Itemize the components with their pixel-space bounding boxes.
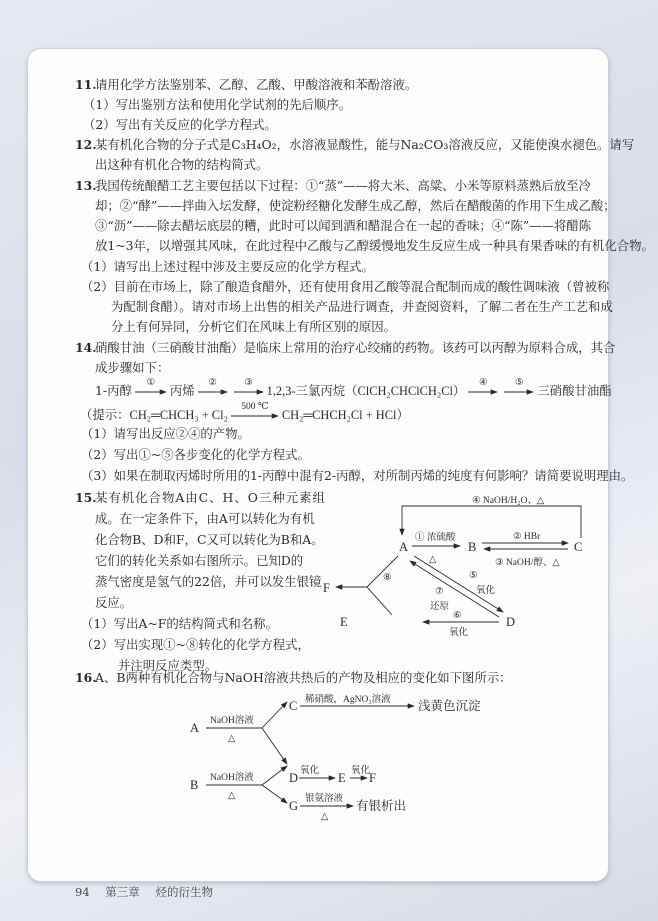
- scheme-nitroglycerin: 三硝酸甘油酯: [537, 383, 612, 398]
- reaction-4: ④ NaOH/H₂O、△: [472, 496, 545, 506]
- reaction-7-type: 还原: [430, 602, 450, 612]
- node-A: A: [190, 721, 200, 735]
- q15-line: 化合物B、D和F，C又可以转化为B和A。: [95, 532, 324, 547]
- q14-line: 硝酸甘油（三硝酸甘油酯）是临床上常用的治疗心绞痛的药物。该药可以丙醇为原料合成，其合: [95, 340, 616, 355]
- q14-sub2: （2）写出①~⑤各步变化的化学方程式。: [81, 447, 310, 462]
- q15-line: 成。在一定条件下，由A可以转化为有机: [95, 511, 315, 526]
- q11-sub1: （1）写出鉴别方法和使用化学试剂的先后顺序。: [83, 97, 352, 112]
- q13-sub2: 为配制食醋）。请对市场上出售的相关产品进行调查，并查阅资料，了解二者在生产工艺和成: [111, 299, 613, 314]
- node-C: C: [289, 699, 298, 713]
- heat-label-a: △: [228, 734, 236, 744]
- reaction-1: ① 浓硫酸: [415, 533, 456, 543]
- oxidation-label: 氧化: [351, 766, 371, 776]
- naoh-label-a: NaOH溶液: [210, 716, 254, 726]
- step-5-label: ⑤: [515, 378, 524, 388]
- step-3-label: ③: [244, 378, 253, 388]
- node-A: A: [399, 540, 409, 554]
- node-D: D: [506, 615, 516, 629]
- q13-number: 13.: [75, 178, 97, 193]
- page-number: 94: [75, 885, 90, 899]
- reaction-5-type: 氧化: [476, 586, 496, 596]
- silver-ammonia-label: 银氨溶液: [305, 794, 344, 804]
- silver-precipitates: 有银析出: [356, 799, 407, 813]
- reaction-6: ⑥: [453, 611, 462, 621]
- q13-sub2: （2）目前在市场上，除了酿造食醋外，还有使用食用乙酸等混合配制而成的酸性调味液（曾被称: [81, 279, 610, 294]
- node-D: D: [289, 771, 299, 785]
- q15-line: 某有机化合物A由C、H、O三种元素组: [95, 490, 326, 505]
- q15-number: 15.: [75, 490, 97, 505]
- node-F: F: [369, 771, 376, 785]
- chapter-label: 第三章: [105, 885, 140, 899]
- naoh-label-b: NaOH溶液: [210, 773, 254, 783]
- q13-sub2: 分上有何异同，分析它们在风味上有所区别的原因。: [111, 319, 396, 334]
- q12-line: 某有机化合物的分子式是C₃H₄O₂，水溶液显酸性，能与Na₂CO₃溶液反应，又能使溴水褪色。请写: [95, 137, 635, 152]
- q11-sub2: （2）写出有关反应的化学方程式。: [83, 117, 277, 132]
- q14-sub1: （1）请写出反应②④的产物。: [81, 426, 250, 441]
- hint-condition: 500 ℃: [241, 402, 269, 412]
- q12-number: 12.: [75, 137, 97, 152]
- q15-sub1: （1）写出A~F的结构简式和名称。: [81, 616, 278, 631]
- q13-line: ③“沥”——除去醋坛底层的糟，此时可以闻到酒和醋混合在一起的香味；④“陈”——将醋陈: [95, 218, 592, 233]
- pale-yellow-precipitate: 浅黄色沉淀: [418, 699, 481, 713]
- reaction-6-type: 氧化: [449, 628, 469, 638]
- q14-number: 14.: [75, 340, 97, 355]
- q15-line: 它们的转化关系如右图所示。已知D的: [95, 553, 304, 568]
- hint-right: CH₂═CHCH₂Cl + HCl）: [281, 408, 409, 422]
- step-1-label: ①: [146, 378, 156, 388]
- reaction-5: ⑤: [469, 571, 478, 581]
- reaction-2: ② HBr: [513, 532, 541, 542]
- scheme-trichloropropane: 1,2,3-三氯丙烷（ClCH₂CHClCH₂Cl）: [266, 384, 466, 398]
- node-B: B: [190, 778, 199, 792]
- q15-line: 反应。: [95, 595, 133, 610]
- scheme-propene: 丙烯: [169, 383, 195, 398]
- step-2-label: ②: [208, 378, 217, 388]
- reaction-3: ③ NaOH/醇、△: [495, 558, 560, 568]
- q12-line: 出这种有机化合物的结构简式。: [95, 157, 269, 172]
- hint-left: （提示：CH₂═CHCH₃ + Cl₂: [80, 408, 228, 422]
- node-B: B: [468, 540, 477, 554]
- q14-sub3: （3）如果在制取丙烯时所用的1-丙醇中混有2-丙醇，对所制丙烯的纯度有何影响？请简要说明理由。: [81, 468, 634, 483]
- heat-label-b: △: [228, 791, 236, 801]
- heat-label-g: △: [321, 812, 329, 822]
- reaction-1-cond: △: [429, 555, 437, 565]
- scheme-1-propanol: 1-丙醇: [95, 383, 132, 398]
- q13-line: 却；②“酵”——拌曲入坛发酵，使淀粉经糖化发酵生成乙醇，然后在醋酸菌的作用下生成乙酸；: [95, 198, 616, 213]
- q13-line: 放1~3年，以增强其风味，在此过程中乙酸与乙醇缓慢地发生反应生成一种具有果香味的有机化合物。: [95, 238, 654, 253]
- q15-line: 蒸气密度是氢气的22倍，并可以发生银镜: [95, 574, 322, 589]
- node-E: E: [338, 771, 346, 785]
- node-E: E: [340, 615, 348, 629]
- page-footer: [75, 884, 225, 900]
- reagent-label: 稀硝酸，AgNO₃溶液: [305, 695, 391, 705]
- chapter-title: 烃的衍生物: [155, 885, 213, 899]
- node-G: G: [289, 799, 299, 813]
- step-4-label: ④: [479, 378, 488, 388]
- q11-number: 11.: [75, 77, 97, 92]
- node-C: C: [574, 540, 583, 554]
- q14-line: 成步骤如下：: [95, 360, 170, 375]
- q15-sub2-cont: 并注明反应类型。: [118, 658, 218, 673]
- q13-sub1: （1）请写出上述过程中涉及主要反应的化学方程式。: [81, 259, 374, 274]
- q16-text: A、B两种有机化合物与NaOH溶液共热后的产物及相应的变化如下图所示：: [95, 670, 512, 685]
- q13-line: 我国传统酿醋工艺主要包括以下过程：①“蒸”——将大米、高粱、小米等原料蒸熟后放至冷: [95, 178, 591, 193]
- q11-text: 请用化学方法鉴别苯、乙醇、乙酸、甲酸溶液和苯酚溶液。: [95, 77, 418, 92]
- q16-number: 16.: [75, 670, 97, 685]
- reaction-7: ⑦: [435, 587, 444, 597]
- oxidation-label: 氧化: [300, 766, 320, 776]
- reaction-8: ⑧: [383, 573, 392, 583]
- node-F: F: [323, 581, 330, 595]
- q15-sub2: （2）写出实现①~⑧转化的化学方程式，: [81, 637, 310, 652]
